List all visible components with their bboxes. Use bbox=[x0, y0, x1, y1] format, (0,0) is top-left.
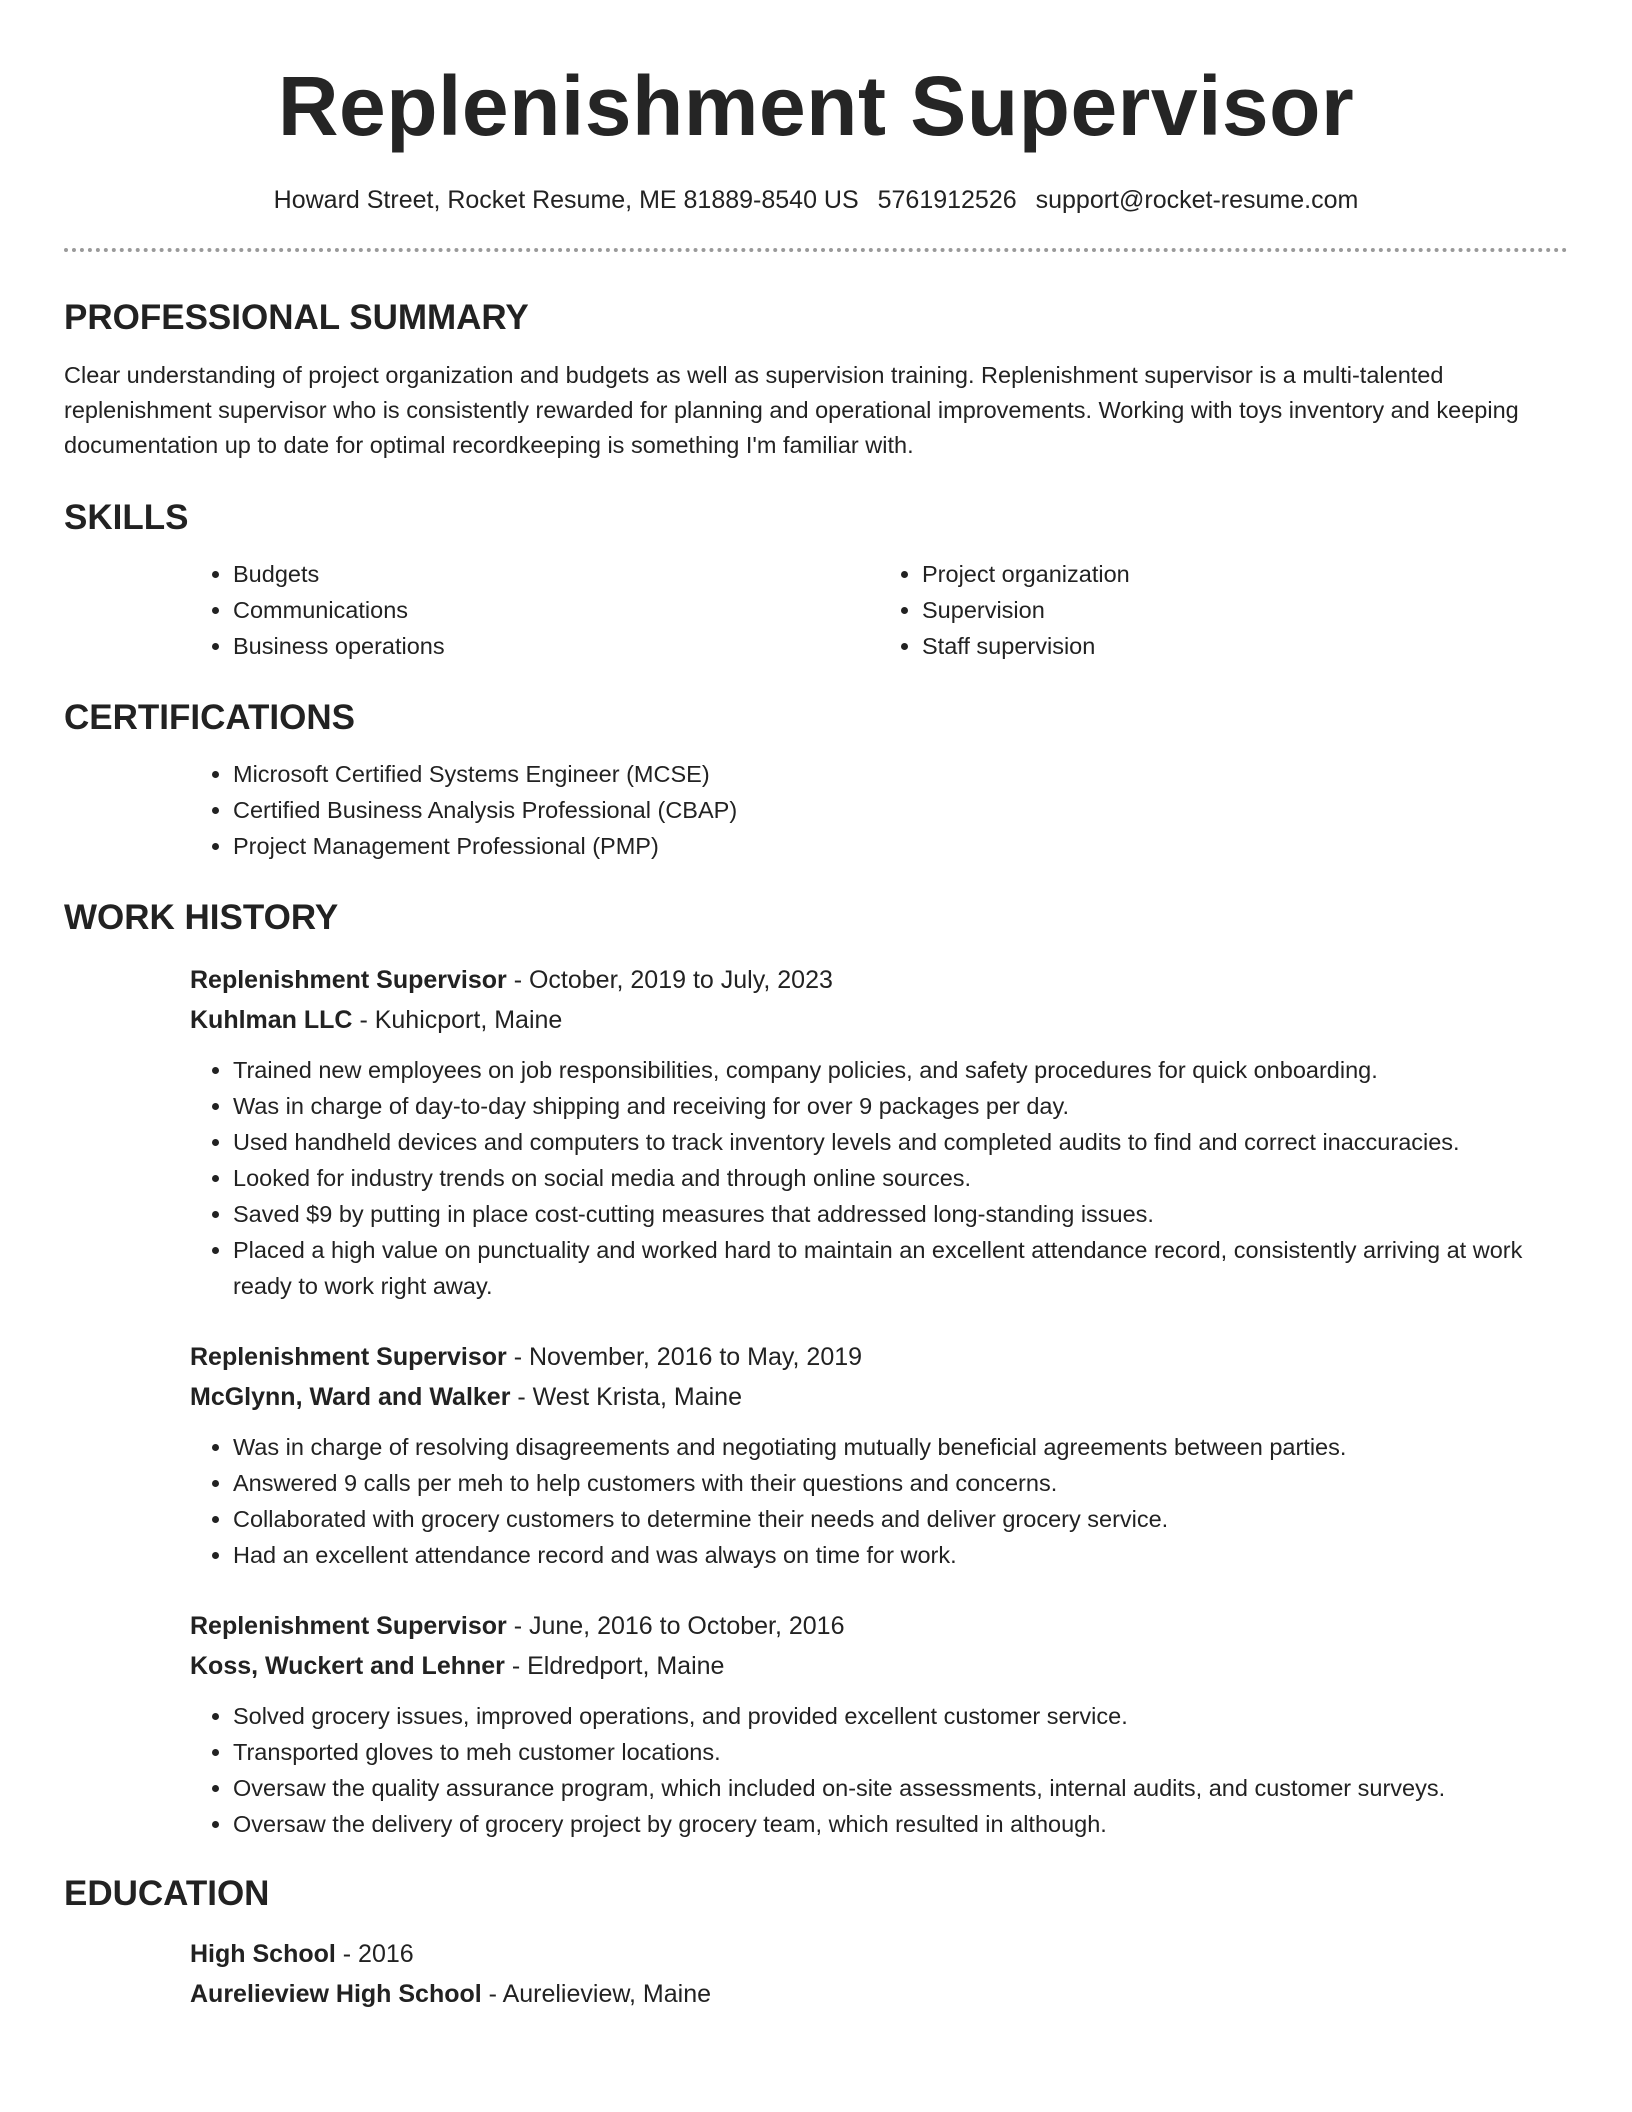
education-section bbox=[64, 1872, 1568, 2014]
job-company-line bbox=[190, 1646, 1568, 1686]
education-school: Aurelieview High School bbox=[190, 1980, 482, 2008]
job-title-line bbox=[190, 1606, 1568, 1646]
education-year: - 2016 bbox=[335, 1940, 414, 1968]
job-bullet: • Placed a high value on punctuality and worked hard to maintain an excellent attendance record, consistently arriving at work ready to work right away. bbox=[233, 1232, 1568, 1304]
education-entry bbox=[190, 1934, 1568, 2014]
job-entry bbox=[190, 1606, 1568, 1842]
job-bullet: • Transported gloves to meh customer locations. bbox=[233, 1734, 1568, 1770]
certification-item: • Microsoft Certified Systems Engineer (MCSE) bbox=[233, 756, 1568, 792]
job-bullet: • Was in charge of day-to-day shipping and receiving for over 9 packages per day. bbox=[233, 1088, 1568, 1124]
job-bullet: • Used handheld devices and computers to track inventory levels and completed audits to find and correct inaccuracies. bbox=[233, 1124, 1568, 1160]
job-dates: - October, 2019 to July, 2023 bbox=[506, 966, 833, 994]
job-location: - Kuhicport, Maine bbox=[352, 1006, 563, 1034]
job-bullet: • Saved $9 by putting in place cost-cutting measures that addressed long-standing issues. bbox=[233, 1196, 1568, 1232]
job-role: Replenishment Supervisor bbox=[190, 966, 507, 994]
job-title-line bbox=[190, 1337, 1568, 1377]
summary-text: Clear understanding of project organization and budgets as well as supervision training. Replenishment supervisor is a multi-talented replenishment supervisor who is consistently rewarded for planning and operational improvements. Working with toys inventory and keeping documentation up to date for optimal recordkeeping is something I'm familiar with. bbox=[64, 362, 1519, 458]
skills-list-right bbox=[879, 556, 1568, 664]
skill-item: • Supervision bbox=[922, 592, 1568, 628]
job-dates: - November, 2016 to May, 2019 bbox=[506, 1343, 863, 1371]
contact-line bbox=[64, 184, 1568, 216]
education-degree-line bbox=[190, 1934, 1568, 1974]
job-role: Replenishment Supervisor bbox=[190, 1343, 507, 1371]
job-bullet: • Was in charge of resolving disagreements and negotiating mutually beneficial agreements between parties. bbox=[233, 1429, 1568, 1465]
job-location: - West Krista, Maine bbox=[510, 1383, 742, 1411]
skills-list-left bbox=[190, 556, 879, 664]
work-history-section bbox=[64, 896, 1568, 940]
job-bullet: • Collaborated with grocery customers to determine their needs and deliver grocery service. bbox=[233, 1501, 1568, 1537]
certification-item: • Project Management Professional (PMP) bbox=[233, 828, 1568, 864]
education-degree: High School bbox=[190, 1940, 336, 1968]
job-dates: - June, 2016 to October, 2016 bbox=[506, 1612, 845, 1640]
certification-item: • Certified Business Analysis Professional (CBAP) bbox=[233, 792, 1568, 828]
skill-item: • Budgets bbox=[233, 556, 879, 592]
job-bullets bbox=[190, 1052, 1568, 1304]
skills-grid bbox=[190, 556, 1568, 664]
skills-section bbox=[64, 496, 1568, 664]
resume-header bbox=[64, 0, 1568, 252]
candidate-name: Replenishment Supervisor bbox=[277, 59, 1355, 153]
summary-section bbox=[64, 296, 1568, 463]
job-company: Koss, Wuckert and Lehner bbox=[190, 1652, 505, 1680]
job-entry bbox=[190, 1337, 1568, 1573]
job-bullet: • Looked for industry trends on social media and through online sources. bbox=[233, 1160, 1568, 1196]
job-company-line bbox=[190, 1000, 1568, 1040]
job-company: McGlynn, Ward and Walker bbox=[190, 1383, 511, 1411]
job-bullet: • Trained new employees on job responsibilities, company policies, and safety procedures for quick onboarding. bbox=[233, 1052, 1568, 1088]
education-location: - Aurelieview, Maine bbox=[481, 1980, 712, 2008]
job-bullet: • Solved grocery issues, improved operations, and provided excellent customer service. bbox=[233, 1698, 1568, 1734]
work-history-title: WORK HISTORY bbox=[64, 898, 339, 937]
skills-title: SKILLS bbox=[64, 498, 189, 537]
job-location: - Eldredport, Maine bbox=[504, 1652, 725, 1680]
summary-title: PROFESSIONAL SUMMARY bbox=[64, 298, 529, 337]
job-entry bbox=[190, 960, 1568, 1304]
skill-item: • Business operations bbox=[233, 628, 879, 664]
certifications-list bbox=[190, 756, 1568, 864]
job-company: Kuhlman LLC bbox=[190, 1006, 353, 1034]
job-bullet: • Oversaw the delivery of grocery project by grocery team, which resulted in although. bbox=[233, 1806, 1568, 1842]
job-bullets bbox=[190, 1698, 1568, 1842]
contact-phone: 5761912526 bbox=[877, 186, 1017, 214]
education-title: EDUCATION bbox=[64, 1874, 270, 1913]
skill-item: • Project organization bbox=[922, 556, 1568, 592]
job-bullets bbox=[190, 1429, 1568, 1573]
job-bullet: • Answered 9 calls per meh to help customers with their questions and concerns. bbox=[233, 1465, 1568, 1501]
header-divider bbox=[64, 248, 1568, 252]
job-bullet: • Had an excellent attendance record and was always on time for work. bbox=[233, 1537, 1568, 1573]
certifications-section bbox=[64, 696, 1568, 864]
skill-item: • Communications bbox=[233, 592, 879, 628]
job-company-line bbox=[190, 1377, 1568, 1417]
certifications-title: CERTIFICATIONS bbox=[64, 698, 356, 737]
job-role: Replenishment Supervisor bbox=[190, 1612, 507, 1640]
contact-address: Howard Street, Rocket Resume, ME 81889-8540 US bbox=[273, 186, 859, 214]
skill-item: • Staff supervision bbox=[922, 628, 1568, 664]
education-school-line bbox=[190, 1974, 1568, 2014]
job-title-line bbox=[190, 960, 1568, 1000]
contact-email: support@rocket-resume.com bbox=[1035, 186, 1359, 214]
job-bullet: • Oversaw the quality assurance program, which included on-site assessments, internal audits, and customer surveys. bbox=[233, 1770, 1568, 1806]
